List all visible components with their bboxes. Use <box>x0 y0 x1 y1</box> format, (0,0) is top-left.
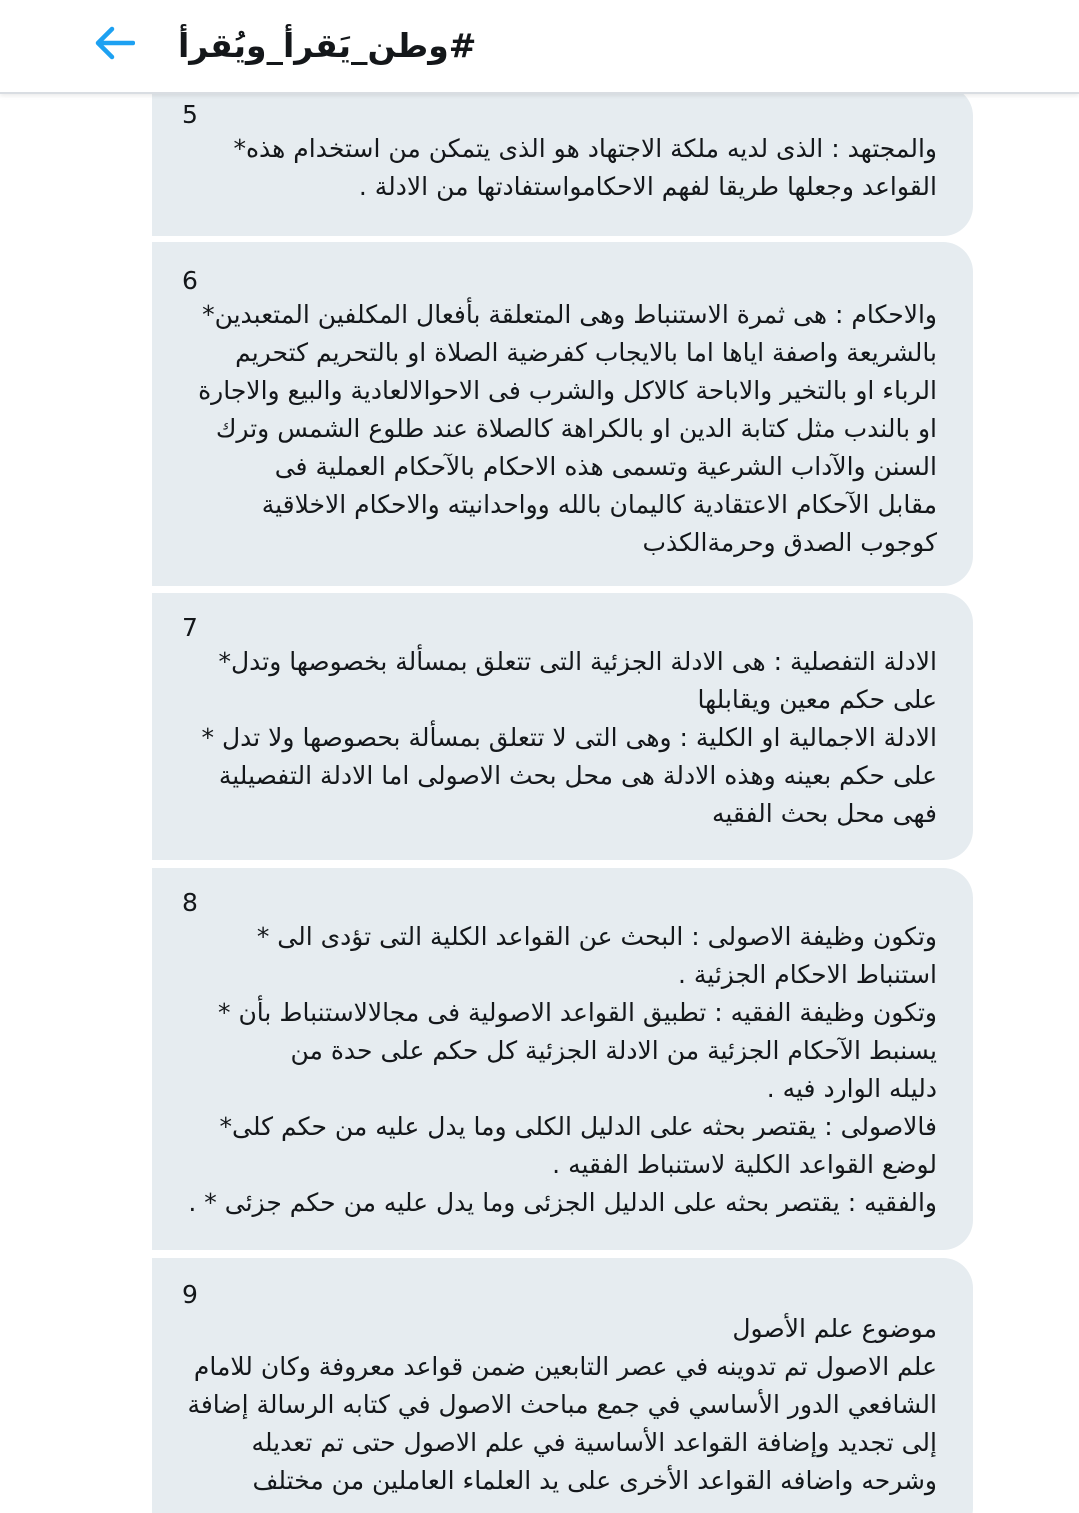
message-number: 5 <box>182 100 198 129</box>
message-bubble <box>152 92 973 236</box>
message-line: الشافعي الدور الأساسي في جمع مباحث الاصول في كتابه الرسالة إضافة <box>187 1390 937 1419</box>
message-number: 9 <box>182 1280 198 1309</box>
message-line: فهى محل بحث الفقيه <box>711 799 937 828</box>
message-line: لوضع القواعد الكلية لاستنباط الفقيه . <box>552 1150 937 1179</box>
message-line: وتكون وظيفة الفقيه : تطبيق القواعد الاصولية فى مجالالاستنباط بأن * <box>218 998 937 1027</box>
message-bubble <box>152 593 973 860</box>
message-line: الرباء او بالتخير والاباحة كالاكل والشرب فى الاحوالالعادية والبيع والاجارة <box>198 376 937 405</box>
message-bubble <box>152 1258 973 1513</box>
message-line: مقابل الآحكام الاعتقادية كاليمان بالله وواحدانيته والاحكام الاخلاقية <box>261 490 937 519</box>
message-line: دليله الوارد فيه . <box>766 1074 937 1103</box>
message-line: علم الاصول تم تدوينه في عصر التابعين ضمن قواعد معروفة وكان للامام <box>193 1352 937 1381</box>
message-line: الادلة الاجمالية او الكلية : وهى التى لا تتعلق بمسألة بحصوصها ولا تدل * <box>201 723 937 752</box>
message-line: موضوع علم الأصول <box>732 1314 937 1343</box>
message-line: والمجتهد : الذى لديه ملكة الاجتهاد هو الذى يتمكن من استخدام هذه* <box>233 134 937 163</box>
message-line: على حكم بعينه وهذه الادلة هى محل بحث الاصولى اما الادلة التفصيلية <box>218 761 937 790</box>
message-line: القواعد وجعلها طريقا لفهم الاحكامواستفادتها من الادلة . <box>358 172 937 201</box>
message-bubble <box>152 242 973 586</box>
message-line: على حكم معين ويقابلها <box>697 685 937 714</box>
message-line: وتكون وظيفة الاصولى : البحث عن القواعد الكلية التى تؤدى الى * <box>256 922 937 951</box>
message-line: او بالندب مثل كتابة الدين او بالكراهة كالصلاة عند طلوع الشمس وترك <box>215 414 937 443</box>
message-line: وشرحه واضافه القواعد الأخرى على يد العلماء العاملين من مختلف <box>252 1466 937 1495</box>
message-line: يسنبط الآحكام الجزئية من الادلة الجزئية كل حكم على حدة من <box>290 1036 937 1065</box>
back-button[interactable] <box>88 22 140 68</box>
message-line: السنن والآداب الشرعية وتسمى هذه الاحكام بالآحكام العملية فى <box>274 452 937 481</box>
message-line: استنباط الاحكام الجزئية . <box>677 960 937 989</box>
message-bubble <box>152 868 973 1250</box>
message-line: والاحكام : هى ثمرة الاستنباط وهى المتعلقة بأفعال المكلفين المتعبدين* <box>202 300 937 329</box>
message-line: بالشريعة واصفة اياها اما بالايجاب كفرضية الصلاة او بالتحريم كتحريم <box>235 338 937 367</box>
page-title: #وطن_يَقرأ_ويُقرأ <box>178 26 477 65</box>
message-line: والفقيه : يقتصر بحثه على الدليل الجزئى وما يدل عليه من حكم جزئى * . <box>188 1188 937 1217</box>
message-line: كوجوب الصدق وحرمةالكذب <box>642 528 937 557</box>
message-number: 6 <box>182 266 198 295</box>
message-line: إلى تجديد وإضافة القواعد الأساسية في علم الاصول حتى تم تعديله <box>251 1428 937 1457</box>
message-number: 7 <box>182 613 198 642</box>
arrow-left-icon <box>93 26 135 64</box>
app-header <box>0 0 1079 94</box>
message-line: الادلة التفصلية : هى الادلة الجزئية التى تتعلق بمسألة بخصوصها وتدل* <box>218 647 937 676</box>
message-number: 8 <box>182 888 198 917</box>
message-thread[interactable] <box>0 92 1079 1513</box>
message-line: فالاصولى : يقتصر بحثه على الدليل الكلى وما يدل عليه من حكم كلى* <box>219 1112 937 1141</box>
